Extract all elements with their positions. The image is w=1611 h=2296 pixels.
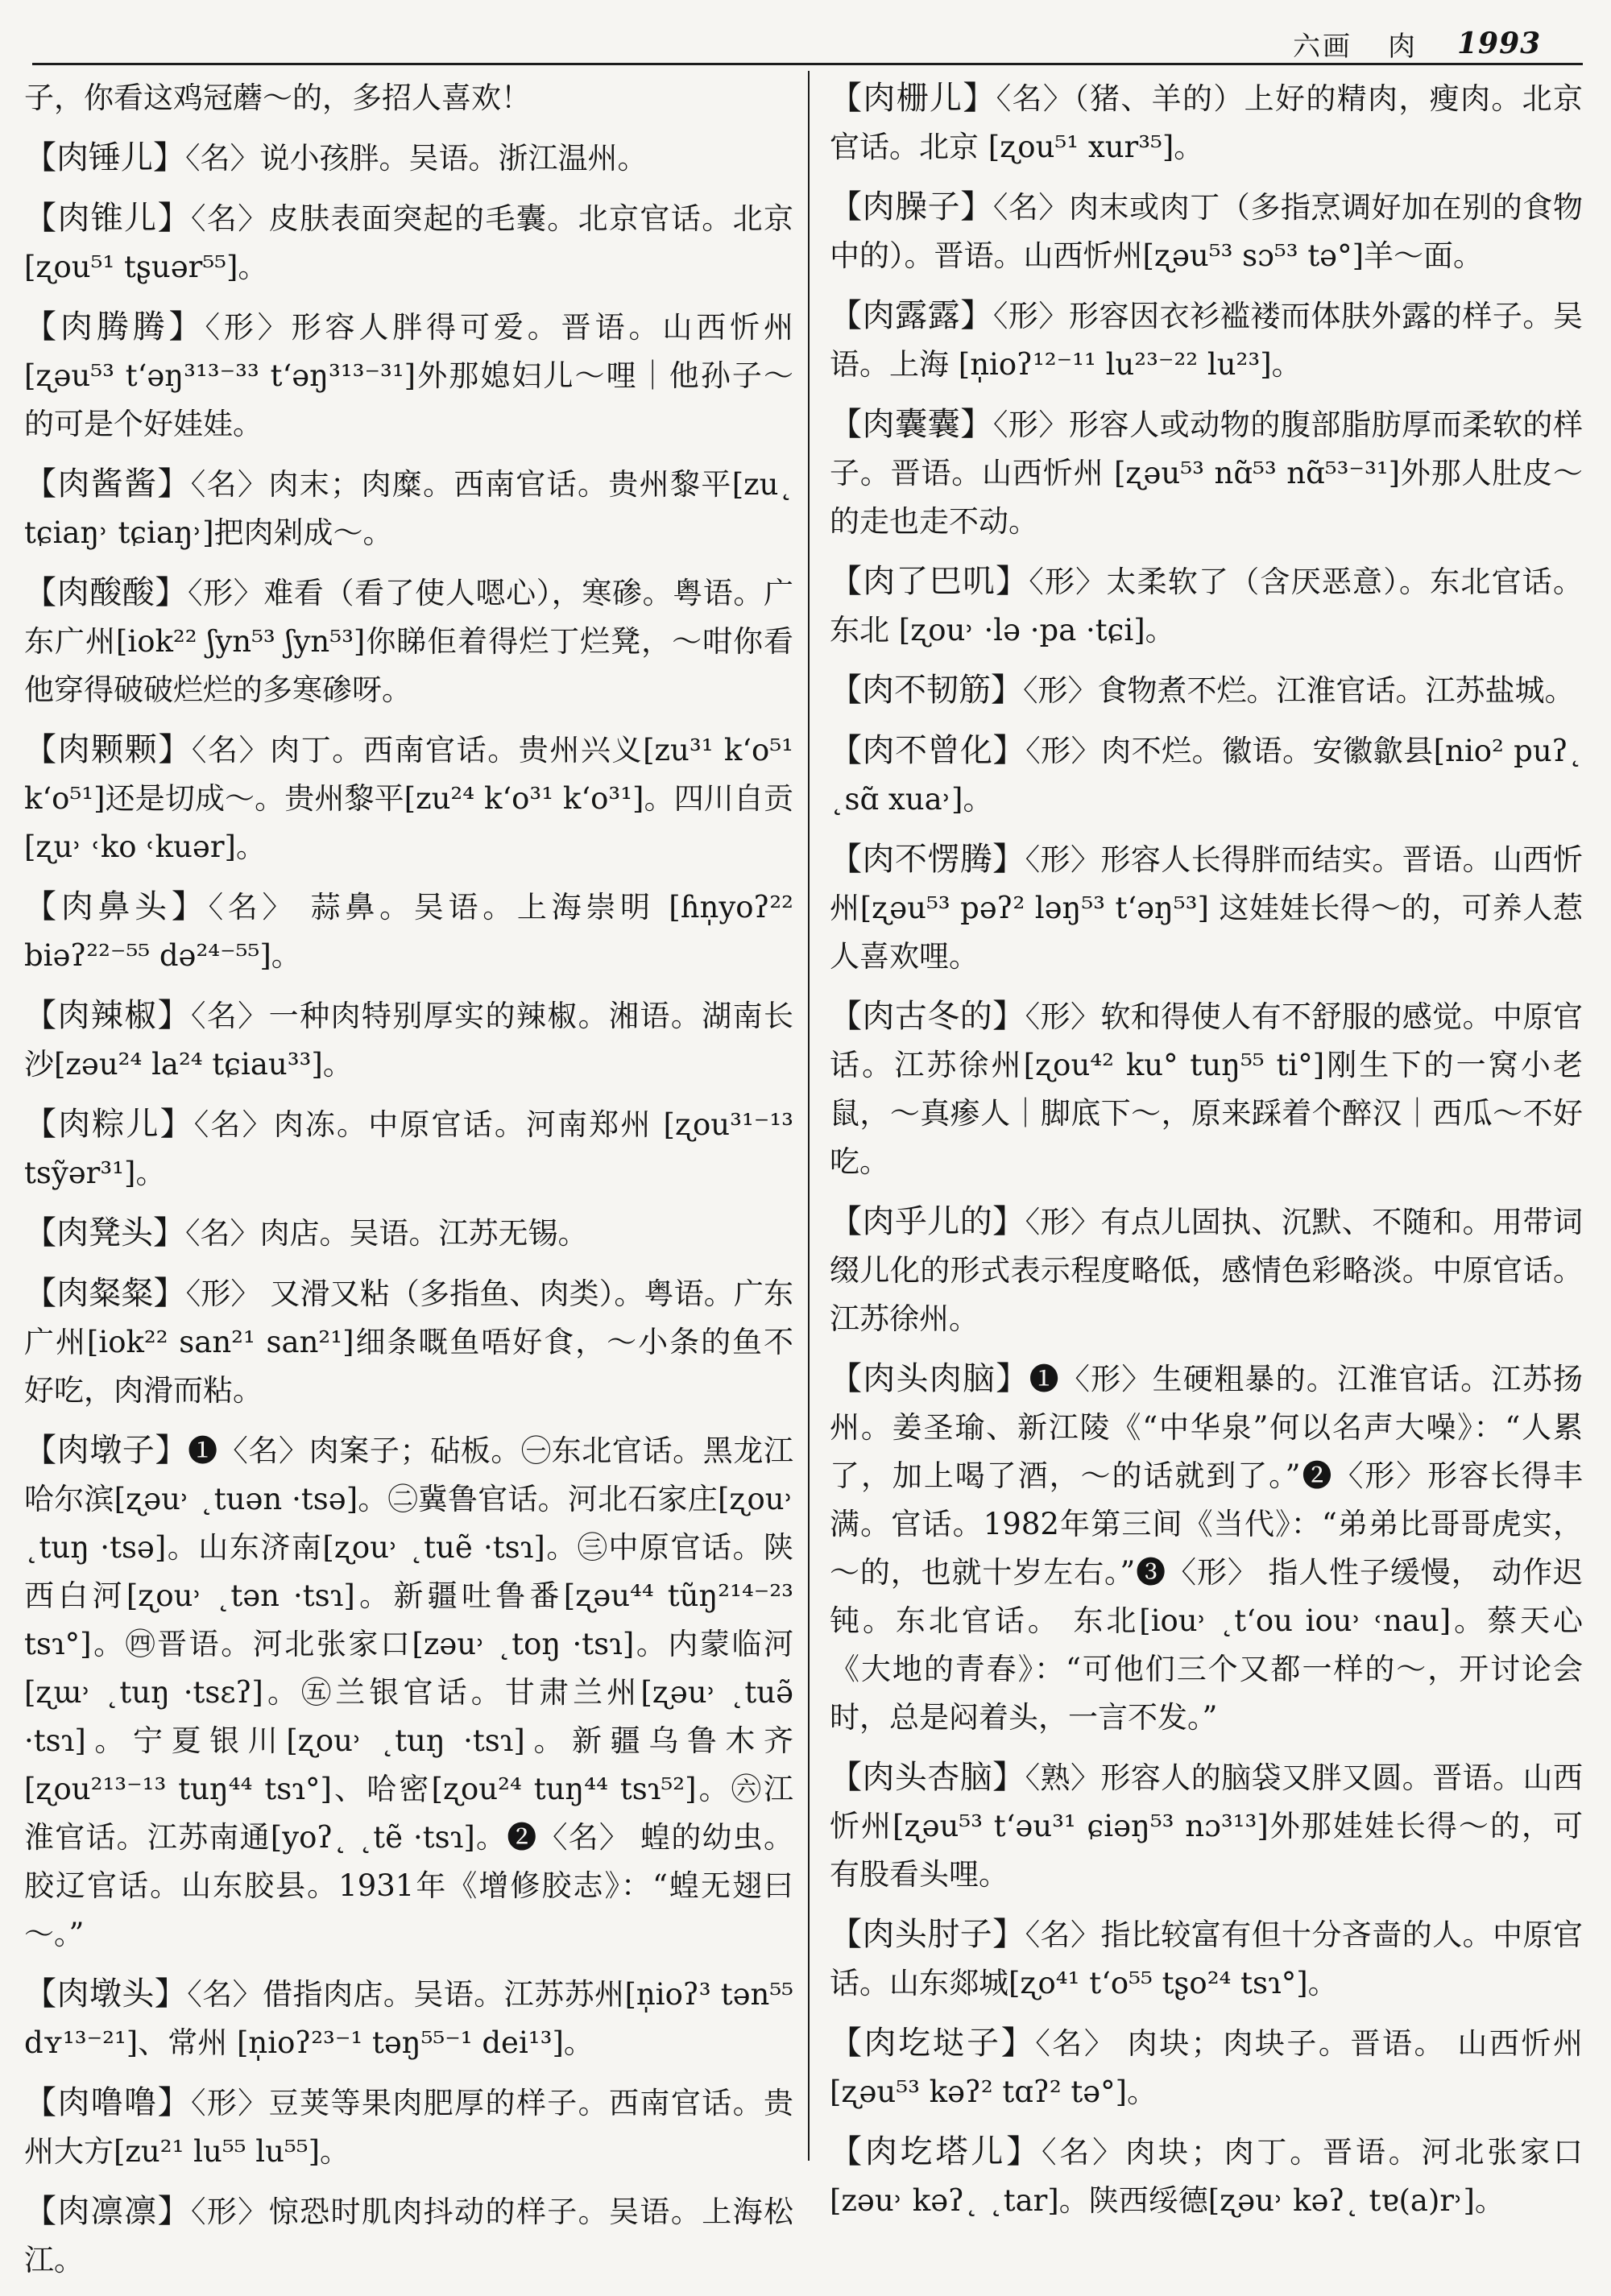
entry-headword: 【肉头杏脑】 <box>830 1759 1025 1796</box>
entry-text: 〈名〉借指肉店。吴语。江苏苏州[n̩ioʔ³ tən⁵⁵ dʏ¹³⁻²¹]、常州 [n̩ioʔ²³⁻¹ təŋ⁵⁵⁻¹ dei¹³]。 <box>24 1977 793 2060</box>
entry-text: 〈形〉难看（看了使人嗯心），寒碜。粤语。广东广州[iok²² ʃyn⁵³ ʃyn⁵³]你睇佢着得烂丁烂凳，～咁你看他穿得破破烂烂的多寒碜呀。 <box>24 576 793 707</box>
entry-headword: 【肉露露】 <box>830 297 993 334</box>
entry-headword: 【肉酸酸】 <box>24 574 188 611</box>
dictionary-entry <box>24 134 793 183</box>
entry-text: 〈名〉肉冻。中原官话。河南郑州 [ʐou³¹⁻¹³ tsỹər³¹]。 <box>24 1107 794 1190</box>
dictionary-entry <box>830 2019 1583 2116</box>
entry-text: 〈熟〉形容人的脑袋又胖又圆。晋语。山西忻州[ʐəu⁵³ tʻəu³¹ ɕiəŋ⁵³ nɔ³¹³]外那娃娃长得～的，可有股看头哩。 <box>830 1760 1583 1892</box>
entry-text: 〈形〉 又滑又粘（多指鱼、肉类）。粤语。广东广州[iok²² san²¹ san²¹]细条嘅鱼唔好食，～小条的鱼不好吃，肉滑而粘。 <box>24 1276 793 1408</box>
entry-text: 〈名〉指比较富有但十分吝啬的人。中原官话。山东郯城[ʐo⁴¹ tʻo⁵⁵ tʂo²⁴ tsɿ°]。 <box>830 1917 1583 2000</box>
entry-text: 〈形〉肉不烂。徽语。安徽歙县[nio² puʔ˛ ˛sɑ̃ xua˒]。 <box>830 734 1584 817</box>
entry-text: 〈形〉豆荚等果肉肥厚的样子。西南官话。贵州大方[zu²¹ lu⁵⁵ lu⁵⁵]。 <box>24 2086 794 2169</box>
dictionary-entry <box>830 2128 1583 2225</box>
entry-headword: 【肉圪塔儿】 <box>830 2133 1042 2170</box>
entry-headword: 【肉不韧筋】 <box>830 672 1023 709</box>
entry-text: 〈名〉肉末；肉糜。西南官话。贵州黎平[zu˛ tɕiaŋ˒ tɕiaŋ˒]把肉剁成～。 <box>24 467 793 550</box>
dictionary-entry <box>830 183 1583 280</box>
column-divider <box>808 71 810 2161</box>
entry-headword: 【肉锤儿】 <box>24 139 185 176</box>
entry-text: 〈形〉有点儿固执、沉默、不随和。用带词缀儿化的形式表示程度略低，感情色彩略淡。中原官话。江苏徐州。 <box>830 1205 1583 1336</box>
entry-text: 〈名〉 肉块；肉块子。晋语。 山西忻州[ʐəu⁵³ kəʔ² tɑʔ² tə°]。 <box>830 2026 1583 2109</box>
running-header <box>1293 19 1579 68</box>
right-column <box>830 74 1583 2236</box>
page-number: 1993 <box>1457 27 1542 60</box>
entry-text: 〈名〉肉店。吴语。江苏无锡。 <box>185 1216 588 1251</box>
entry-headword: 【肉不曾化】 <box>830 732 1026 769</box>
left-column <box>24 74 793 2296</box>
entry-headword: 【肉粲粲】 <box>24 1275 186 1312</box>
dictionary-entry <box>830 726 1583 824</box>
dictionary-entry <box>830 400 1583 546</box>
entry-text: 〈形〉形容人长得胖而结实。晋语。山西忻州[ʐəu⁵³ pəʔ² ləŋ⁵³ tʻəŋ⁵³] 这娃娃长得～的，可养人惹人喜欢哩。 <box>830 842 1583 974</box>
entry-text: 〈形〉太柔软了（含厌恶意）。东北官话。东北 [ʐou˒ ·lə ·pa ·tɕi]。 <box>830 565 1583 647</box>
entry-headword: 【肉头肘子】 <box>830 1916 1025 1953</box>
entry-headword: 【肉栅儿】 <box>830 80 996 117</box>
dictionary-entry <box>830 74 1583 172</box>
dictionary-entry <box>830 835 1583 981</box>
dictionary-entry <box>24 1970 793 2067</box>
dictionary-entry <box>830 1198 1583 1343</box>
entry-text: 〈形〉形容人或动物的腹部脂肪厚而柔软的样子。晋语。山西忻州 [ʐəu⁵³ nɑ̃⁵³ nɑ̃⁵³⁻³¹]外那人肚皮～的走也走不动。 <box>830 407 1583 539</box>
dictionary-entry-continuation <box>24 74 793 122</box>
header-radical: 肉 <box>1388 30 1415 63</box>
dictionary-entry <box>24 883 793 980</box>
entry-headword: 【肉粽儿】 <box>24 1106 194 1143</box>
dictionary-entry <box>24 2079 793 2176</box>
entry-text: ❶〈形〉生硬粗暴的。江淮官话。江苏扬州。姜圣瑜、新江陵《“中华泉”何以名声大噪》：“人累了，加上喝了酒，～的话就到了。”❷〈形〉形容长得丰满。官话。1982年第三间《当代》：“弟弟比哥哥虎实，～的，也就十岁左右。”❸〈形〉 指人性子缓慢， 动作迟钝。东北官话。 东北[iou˒ ˛tʻou iou˒ ˓nau]。蔡天心《大地的青春》：“可他们三个又都一样的～，开讨论会时，总是闷着头，一言不发。” <box>830 1362 1584 1735</box>
entry-headword: 【肉辣椒】 <box>24 997 191 1034</box>
dictionary-entry <box>830 666 1583 715</box>
entry-headword: 【肉噜噜】 <box>24 2084 191 2121</box>
entry-text: 〈形〉形容因衣衫褴褛而体肤外露的样子。吴语。上海 [n̩ioʔ¹²⁻¹¹ lu²³⁻²² lu²³]。 <box>830 299 1583 382</box>
entry-headword: 【肉腾腾】 <box>24 308 205 345</box>
entry-headword: 【肉囊囊】 <box>830 406 993 443</box>
dictionary-entry <box>24 569 793 714</box>
entry-headword: 【肉颗颗】 <box>24 731 192 768</box>
dictionary-entry <box>24 194 793 292</box>
entry-text: 〈形〉食物煮不烂。江淮官话。江苏盐城。 <box>1023 673 1575 708</box>
dictionary-entry <box>24 2187 793 2285</box>
entry-text: 〈名〉肉末或肉丁（多指烹调好加在别的食物中的）。晋语。山西忻州[ʐəu⁵³ sɔ⁵³ tə°]羊～面。 <box>830 190 1583 273</box>
entry-headword: 【肉锥儿】 <box>24 200 191 237</box>
entry-headword: 【肉不愣腾】 <box>830 841 1025 878</box>
dictionary-entry <box>830 292 1583 389</box>
dictionary-entry <box>24 303 793 449</box>
dictionary-entry <box>24 460 793 557</box>
entry-text: 〈形〉软和得使人有不舒服的感觉。中原官话。江苏徐州[ʐou⁴² ku° tuŋ⁵⁵ ti°]刚生下的一窝小老鼠，～真瘆人｜脚底下～，原来踩着个醉汉｜西瓜～不好吃。 <box>830 999 1583 1179</box>
entry-headword: 【肉了巴叽】 <box>830 563 1029 600</box>
entry-text: ❶〈名〉肉案子；砧板。㊀东北官话。黑龙江哈尔滨[ʐəu˒ ˛tuən ·tsə]。㊁冀鲁官话。河北石家庄[ʐou˒ ˛tuŋ ·tsə]。山东济南[ʐou˒ ˛tuẽ ·tsɿ]。㊂中原官话。陕西白河[ʐou˒ ˛tən ·tsɿ]。新疆吐鲁番[ʐəu⁴⁴ tũŋ²¹⁴⁻²³ tsɿ°]。㊃晋语。河北张家口[zəu˒ ˛toŋ ·tsɿ]。内蒙临河[ʐɯ˒ ˛tuŋ ·tsɛʔ]。㊄兰银官话。甘肃兰州[ʐəu˒ ˛tuə̃ ·tsɿ]。宁夏银川[ʐou˒ ˛tuŋ ·tsɿ]。新疆乌鲁木齐[ʐou²¹³⁻¹³ tuŋ⁴⁴ tsɿ°]、哈密[ʐou²⁴ tuŋ⁴⁴ tsɿ⁵²]。㊅江淮官话。江苏南通[yoʔ˛ ˛tẽ ·tsɿ]。❷〈名〉 蝗的幼虫。胶辽官话。山东胶县。1931年《增修胶志》：“蝗无翅曰～。” <box>24 1433 793 1951</box>
entry-headword: 【肉古冬的】 <box>830 998 1025 1035</box>
entry-headword: 【肉凳头】 <box>24 1214 185 1251</box>
entry-headword: 【肉墩头】 <box>24 1975 188 2013</box>
entry-text: 〈名〉（猪、羊的）上好的精肉，瘦肉。北京官话。北京 [ʐou⁵¹ xur³⁵]。 <box>830 81 1584 164</box>
entry-text: 〈名〉说小孩胖。吴语。浙江温州。 <box>185 141 648 176</box>
dictionary-entry <box>24 1100 793 1198</box>
header-rule <box>32 63 1583 65</box>
dictionary-entry <box>24 991 793 1089</box>
entry-text: 〈名〉肉块；肉丁。晋语。河北张家口[zəu˒ kəʔ˛ ˛tar]。陕西绥德[ʐəu˒ kəʔ˛ tɐ(a)r˒]。 <box>830 2135 1584 2218</box>
entry-text: 〈名〉一种肉特别厚实的辣椒。湘语。湖南长沙[zəu²⁴ la²⁴ tɕiau³³]。 <box>24 999 794 1082</box>
entry-text: 〈形〉惊恐时肌肉抖动的样子。吴语。上海松江。 <box>24 2195 794 2277</box>
entry-headword: 【肉鼻头】 <box>24 888 209 925</box>
dictionary-entry <box>24 1426 793 1959</box>
dictionary-entry <box>830 1355 1583 1742</box>
entry-headword: 【肉圪垯子】 <box>830 2025 1036 2062</box>
entry-text: 子，你看这鸡冠蘑～的，多招人喜欢！ <box>24 81 531 115</box>
dictionary-entry <box>830 1910 1583 2008</box>
entry-headword: 【肉臊子】 <box>830 188 993 225</box>
dictionary-entry <box>24 1209 793 1258</box>
entry-headword: 【肉凛凛】 <box>24 2193 191 2230</box>
header-stroke-section: 六画 <box>1293 30 1352 63</box>
entry-text: 〈形〉形容人胖得可爱。晋语。山西忻州[ʐəu⁵³ tʻəŋ³¹³⁻³³ tʻəŋ³¹³⁻³¹]外那媳妇儿～哩｜他孙子～的可是个好娃娃。 <box>24 310 794 441</box>
dictionary-entry <box>24 1269 793 1415</box>
dictionary-entry <box>830 1753 1583 1899</box>
entry-text: 〈名〉 蒜鼻。吴语。上海崇明 [ɦn̩yoʔ²² biəʔ²²⁻⁵⁵ də²⁴⁻⁵⁵]。 <box>24 890 794 973</box>
dictionary-entry <box>24 726 793 871</box>
entry-headword: 【肉乎儿的】 <box>830 1203 1025 1240</box>
dictionary-entry <box>830 557 1583 655</box>
dictionary-entry <box>830 992 1583 1186</box>
entry-headword: 【肉头肉脑】 <box>830 1360 1029 1397</box>
entry-headword: 【肉墩子】 <box>24 1432 188 1469</box>
entry-text: 〈名〉肉丁。西南官话。贵州兴义[zu³¹ kʻo⁵¹ kʻo⁵¹]还是切成～。贵州黎平[zu²⁴ kʻo³¹ kʻo³¹]。四川自贡[ʐu˒ ˓ko ˓kuər]。 <box>24 733 793 864</box>
entry-text: 〈名〉皮肤表面突起的毛囊。北京官话。北京[ʐou⁵¹ tʂuər⁵⁵]。 <box>24 201 794 284</box>
entry-headword: 【肉酱酱】 <box>24 465 191 503</box>
